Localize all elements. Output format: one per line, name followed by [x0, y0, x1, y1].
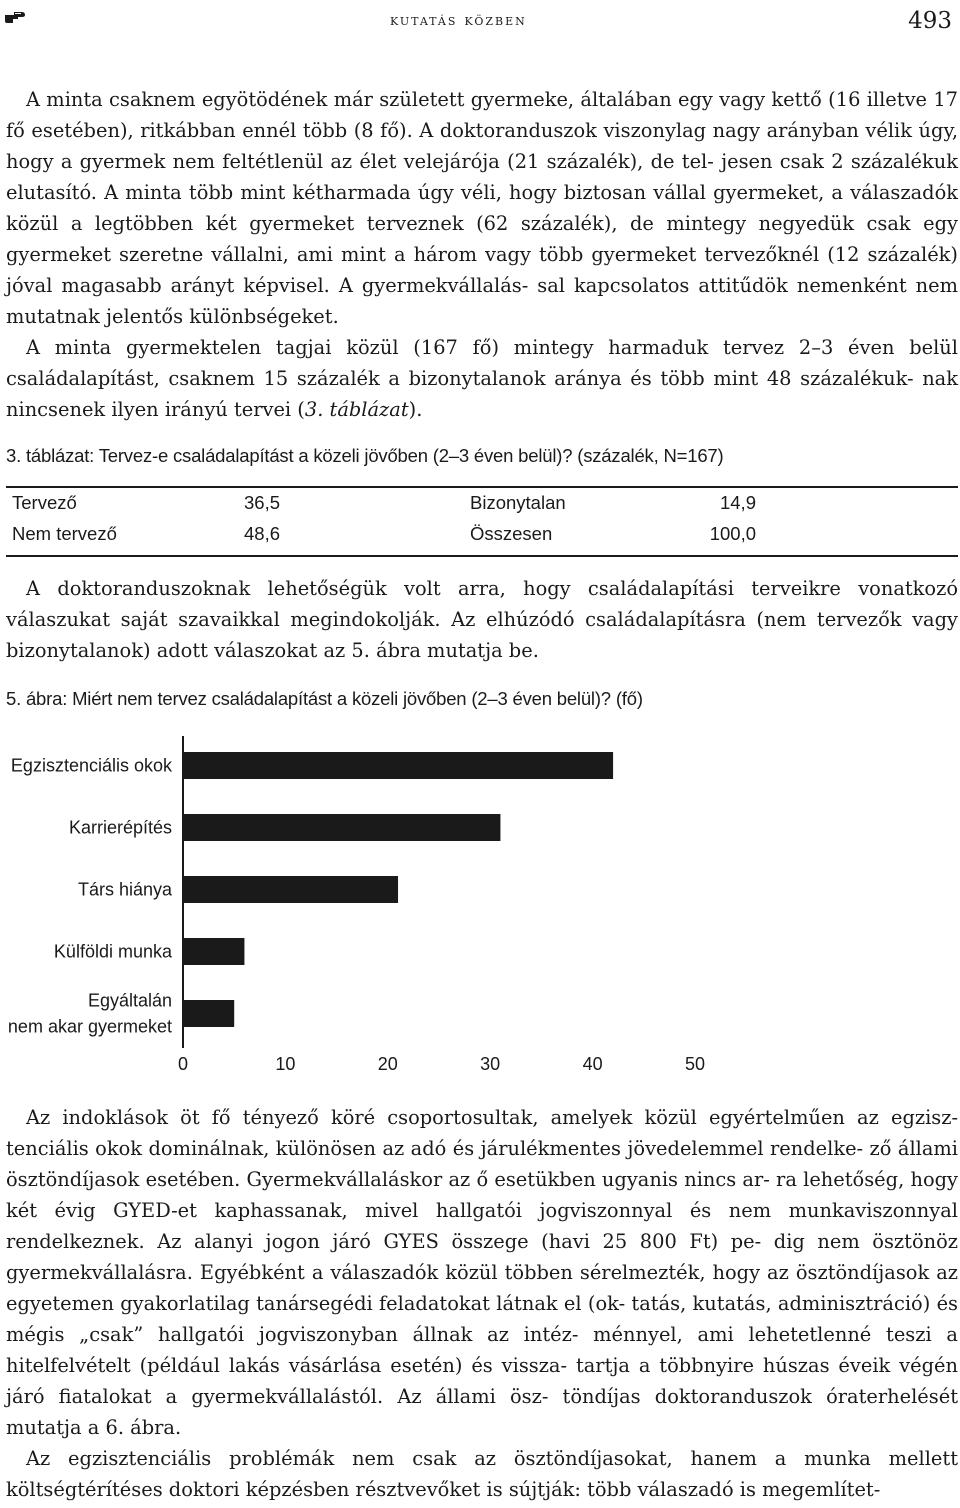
bar-chart [0, 728, 960, 1088]
table-cell: Nem tervező [12, 523, 117, 544]
bar [183, 814, 500, 841]
paragraph [6, 332, 958, 425]
x-tick-label: 50 [684, 1054, 706, 1074]
paragraph-text: ). [408, 398, 423, 421]
paragraph-text: A minta gyermektelen tagjai közül (167 fő) mintegy harmaduk tervez 2–3 éven belül családalapítást, csaknem 15 százalék a bizonytalanok aránya és több mint 48 százalékuk- nak nincsenek ilyen irányú tervei ( [6, 336, 958, 421]
page-number: 493 [908, 8, 952, 34]
bar [183, 938, 244, 965]
table-cell: Bizonytalan [470, 492, 566, 513]
table-cell: 36,5 [244, 492, 281, 513]
pointing-hand-icon [4, 6, 26, 28]
bar [183, 1000, 234, 1027]
body-text-middle [6, 573, 958, 666]
category-label: Egzisztenciális okok [10, 755, 172, 776]
table-cell: 48,6 [244, 523, 281, 544]
table-cell: 14,9 [719, 492, 756, 513]
table-cell: 100,0 [709, 523, 756, 544]
paragraph: Az egzisztenciális problémák nem csak az ösztöndíjasokat, hanem a munka mellett költségtérítéses doktori képzésben résztvevőket is sújtják: több válaszadó is megemlítet- [6, 1447, 958, 1501]
body-text-top [6, 84, 958, 425]
body-text-bottom [6, 1102, 958, 1505]
bar [183, 752, 613, 779]
data-table [6, 486, 958, 557]
paragraph: Az indoklások öt fő tényező köré csoportosultak, amelyek közül egyértelműen az egzisz- tenciális okok dominálnak, különösen az adó és járulékmentes jövedelemmel rendelke- ző állami ösztöndíjasok esetében. Gyermekvállaláskor az ő esetükben ugyanis nincs ar- ra lehetőség, hogy két évig GYED-et kaphassanak, mivel hallgatói jogviszonnyal és nem munkaviszonnyal rendelkeznek. Az alanyi jogon járó GYES összege (havi 25 800 Ft) pe- dig nem ösztönöz gyermekvállalásra. Egyébként a válaszadók közül többen sérelmezték, hogy az ösztöndíjasok az egyetemen gyakorlatilag tanársegédi feladatokat látnak el (ok- tatás, kutatás, adminisztráció) és mégis „csak” hallgatói jogviszonyban állnak az intéz- ménnyel, ami lehetetlenné teszi a hitelfelvételt (például lakás vásárlása esetén) és vissza- tartja a többnyire húszas éveik végén járó fiatalokat a gyermekvállalástól. Az állami ösz- töndíjas doktoranduszok óraterhelését mutatja a 6. ábra. [6, 1106, 958, 1439]
x-tick-label: 0 [177, 1054, 189, 1074]
page-header [0, 0, 960, 44]
table-reference: 3. táblázat [304, 398, 409, 421]
running-title: kutatás közben [390, 10, 527, 29]
category-label: Társ hiánya [77, 879, 172, 900]
x-tick-label: 30 [480, 1054, 501, 1074]
x-tick-label: 20 [377, 1054, 398, 1074]
bar-chart-svg [0, 728, 960, 1088]
x-tick-label: 40 [582, 1054, 603, 1074]
category-label: nem akar gyermeket [7, 1016, 172, 1037]
category-label: Egyáltalán [87, 990, 172, 1011]
figure-caption: 5. ábra: Miért nem tervez családalapítást a közeli jövőben (2–3 éven belül)? (fő) [6, 688, 643, 709]
paragraph: A doktoranduszoknak lehetőségük volt arra, hogy családalapítási terveikre vonatkozó válaszukat saját szavaikkal megindokolják. Az elhúzódó családalapításra (nem tervezők vagy bizonytalanok) adott válaszokat az 5. ábra mutatja be. [6, 577, 958, 662]
bar [183, 876, 398, 903]
x-tick-label: 10 [275, 1054, 296, 1074]
category-label: Külföldi munka [53, 941, 172, 962]
table-cell: Összesen [470, 523, 553, 544]
category-label: Karrierépítés [68, 817, 172, 838]
table-cell: Tervező [12, 492, 77, 513]
table-caption: 3. táblázat: Tervez-e családalapítást a közeli jövőben (2–3 éven belül)? (százalék, N=167) [6, 445, 724, 466]
paragraph: A minta csaknem egyötödének már született gyermeke, általában egy vagy kettő (16 illetve 17 fő esetében), ritkábban ennél több (8 fő). A doktoranduszok viszonylag nagy arányban vélik úgy, hogy a gyermek nem feltétlenül az élet velejárója (21 százalék), de tel- jesen csak 2 százalékuk elutasító. A minta több mint kétharmada úgy véli, hogy biztosan vállal gyermeket, a válaszadók közül a legtöbben két gyermeket terveznek (62 százalék), de mintegy negyedük csak egy gyermeket szeretne vállalni, ami mint a három vagy több gyermeket tervezőknél (12 százalék) jóval magasabb arányt képvisel. A gyermekvállalás- sal kapcsolatos attitűdök nemenként nem mutatnak jelentős különbségeket. [6, 88, 958, 328]
